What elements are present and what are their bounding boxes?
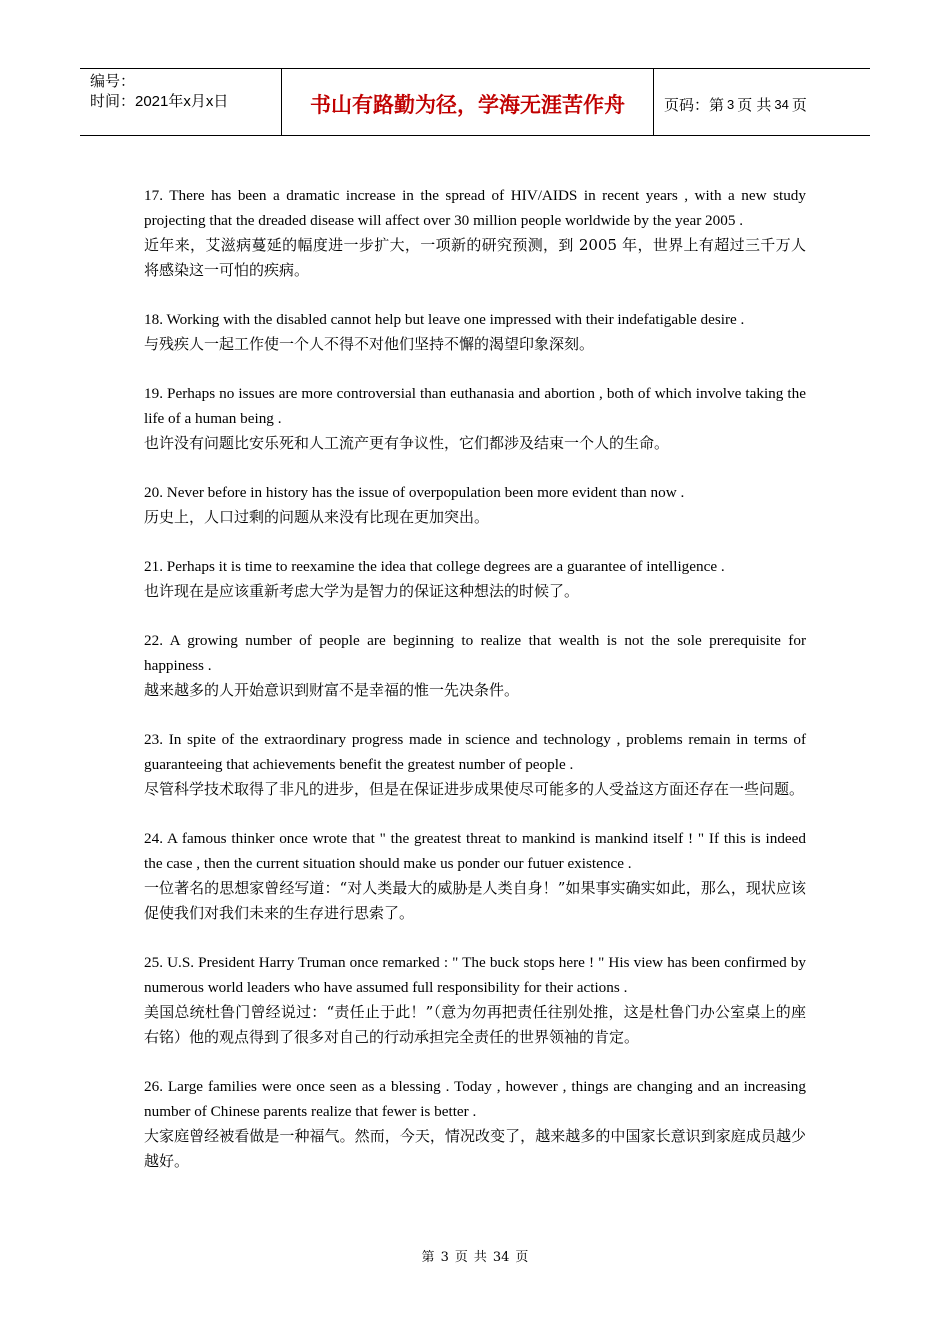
chinese-translation: 也许没有问题比安乐死和人工流产更有争议性，它们都涉及结束一个人的生命。 <box>144 434 670 452</box>
english-sentence: 17. There has been a dramatic increase in the spread of HIV/AIDS in recent years , with a new study projecting that the dreaded disease will affect over 30 million people worldwide by the year 2005 . <box>144 187 806 229</box>
page-suffix: 页 <box>791 96 807 114</box>
footer-prefix: 第 <box>421 1250 435 1265</box>
page-header <box>80 68 870 136</box>
english-sentence: 19. Perhaps no issues are more controversial than euthanasia and abortion , both of which involve taking the life of a human being . <box>144 385 806 427</box>
chinese-translation: 大家庭曾经被看做是一种福气。然而，今天，情况改变了，越来越多的中国家长意识到家庭成员越少越好。 <box>144 1127 806 1170</box>
footer-mid2: 共 <box>473 1250 487 1265</box>
chinese-translation: 近年来，艾滋病蔓延的幅度进一步扩大，一项新的研究预测，到 2005 年，世界上有超过三千万人将感染这一可怕的疾病。 <box>144 236 806 279</box>
english-sentence: 24. A famous thinker once wrote that " the greatest threat to mankind is mankind itself ! " If this is indeed the case , then the current situation should make us ponder our futuer existence . <box>144 830 806 872</box>
chinese-translation: 与残疾人一起工作使一个人不得不对他们坚持不懈的渴望印象深刻。 <box>144 335 595 353</box>
sentence-item <box>144 554 806 604</box>
english-sentence: 18. Working with the disabled cannot help but leave one impressed with their indefatigable desire . <box>144 311 745 328</box>
page-current: 3 <box>727 96 735 112</box>
time-label: 时间：2021年x月x日 <box>90 93 229 110</box>
sentence-item <box>144 727 806 802</box>
chinese-translation: 越来越多的人开始意识到财富不是幸福的惟一先决条件。 <box>144 681 520 699</box>
english-sentence: 20. Never before in history has the issue of overpopulation been more evident than now . <box>144 484 685 501</box>
page-mid: 页 共 <box>737 96 772 114</box>
sentence-item <box>144 628 806 703</box>
footer-suffix: 页 <box>515 1250 529 1265</box>
sentence-item <box>144 307 806 357</box>
page-prefix: 页码：第 <box>664 96 725 114</box>
sentence-item <box>144 381 806 456</box>
chinese-translation: 尽管科学技术取得了非凡的进步，但是在保证进步成果使尽可能多的人受益这方面还存在一些问题。 <box>144 780 805 798</box>
footer-total: 34 <box>492 1250 510 1265</box>
sentence-item <box>144 183 806 283</box>
sentence-item <box>144 1074 806 1174</box>
number-label: 编号： <box>90 73 136 90</box>
chinese-translation: 美国总统杜鲁门曾经说过：“责任止于此！”（意为勿再把责任往别处推，这是杜鲁门办公室桌上的座右铭）他的观点得到了很多对自己的行动承担完全责任的世界领袖的肯定。 <box>144 1003 806 1046</box>
english-sentence: 26. Large families were once seen as a blessing . Today , however , things are changing and an increasing number of Chinese parents realize that fewer is better . <box>144 1078 806 1120</box>
chinese-translation: 一位著名的思想家曾经写道：“对人类最大的威胁是人类自身！”如果事实确实如此，那么，现状应该促使我们对我们未来的生存进行思索了。 <box>144 879 806 922</box>
english-sentence: 23. In spite of the extraordinary progress made in science and technology , problems remain in terms of guaranteeing that achievements benefit the greatest number of people . <box>144 731 806 773</box>
chinese-translation: 也许现在是应该重新考虑大学为是智力的保证这种想法的时候了。 <box>144 582 580 600</box>
english-sentence: 22. A growing number of people are beginning to realize that wealth is not the sole prerequisite for happiness . <box>144 632 806 674</box>
header-motto-cell <box>282 69 654 135</box>
footer-mid1: 页 <box>454 1250 468 1265</box>
header-meta <box>80 69 282 135</box>
page-total: 34 <box>774 96 789 112</box>
document-body <box>144 183 806 1198</box>
sentence-item <box>144 480 806 530</box>
header-page-info <box>654 69 870 135</box>
english-sentence: 25. U.S. President Harry Truman once remarked : " The buck stops here ! " His view has been confirmed by numerous world leaders who have assumed full responsibility for their actions . <box>144 954 806 996</box>
motto: 书山有路勤为径，学海无涯苦作舟 <box>310 93 625 117</box>
page-footer <box>0 1246 950 1265</box>
sentence-item <box>144 826 806 926</box>
english-sentence: 21. Perhaps it is time to reexamine the idea that college degrees are a guarantee of intelligence . <box>144 558 725 575</box>
footer-current: 3 <box>440 1250 449 1265</box>
sentence-item <box>144 950 806 1050</box>
chinese-translation: 历史上，人口过剩的问题从来没有比现在更加突出。 <box>144 508 490 526</box>
